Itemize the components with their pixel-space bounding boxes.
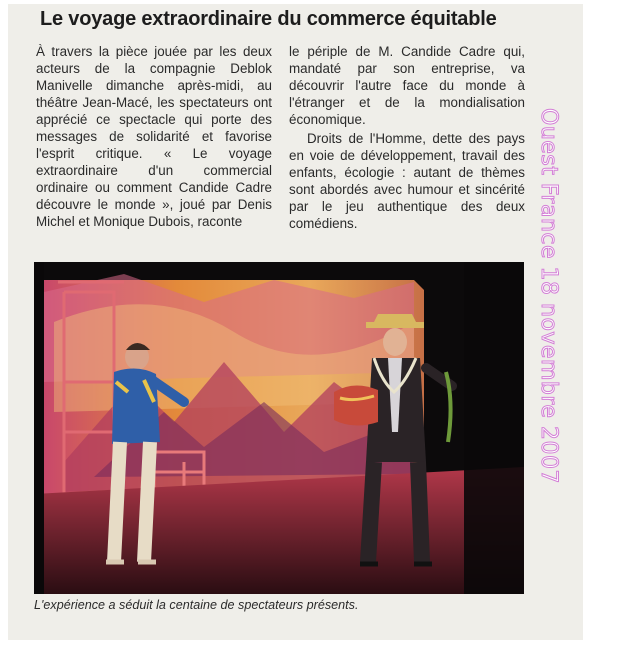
- theatre-photo: [34, 262, 524, 594]
- paragraph-intro: À travers la pièce jouée par les deux acteurs de la compagnie Deblok Manivelle dimanche après-midi, au théâtre Jean-Macé, les spectateurs ont apprécié ce spectacle qui porte des messages de solidarité et favorise l'esprit critique. « Le voyage extraordinaire d'un commercial ordinaire ou comment Candide Cadre découvre le monde », joué par Denis Michel et Monique Dubois, raconte: [36, 44, 272, 229]
- article-headline: Le voyage extraordinaire du commerce équitable: [40, 8, 497, 30]
- article-column-left: [36, 43, 272, 230]
- paragraph-continuation: le périple de M. Candide Cadre qui, mandaté par son entreprise, va découvrir l'autre face du monde à l'étranger et de la mondialisation économique.: [289, 44, 525, 127]
- source-date-label: Ouest France 18 novembre 2007: [536, 108, 561, 484]
- article-column-right: [289, 43, 525, 232]
- theatre-scene-illustration: [34, 262, 524, 594]
- handwritten-source-annotation: [536, 108, 581, 528]
- photo-caption: L'expérience a séduit la centaine de spectateurs présents.: [34, 598, 359, 612]
- paragraph-themes: Droits de l'Homme, dette des pays en voie de développement, travail des enfants, écologie : autant de thèmes sont abordés avec humour et sincérité par le jeu authentique des deux comédiens.: [289, 131, 525, 231]
